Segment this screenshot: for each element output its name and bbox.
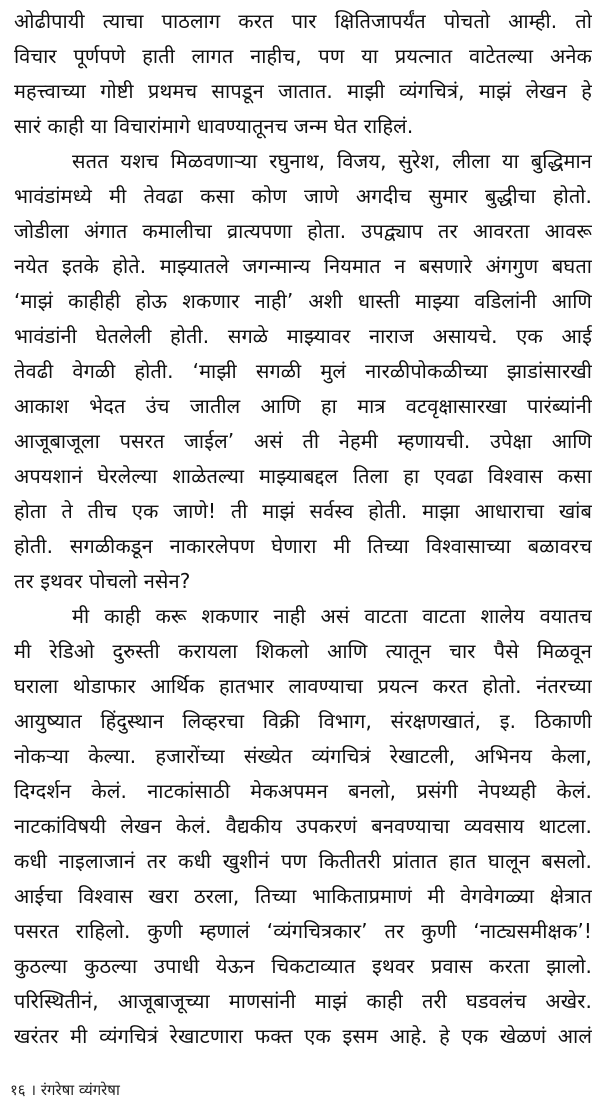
running-title: रंगरेषा व्यंगरेषा — [40, 1081, 120, 1099]
text-line: नोकऱ्या केल्या. हजारोंच्या संख्येत व्यंगचित्रं रेखाटली, अभिनय केला, — [14, 744, 592, 768]
text-line: नाटकांविषयी लेखन केलं. वैद्यकीय उपकरणं बनवण्याचा व्यवसाय थाटला. — [14, 814, 592, 838]
page-number: १६ — [10, 1081, 26, 1099]
text-line: ओढीपायी त्याचा पाठलाग करत पार क्षितिजापर्यंत पोचतो आम्ही. तो — [14, 9, 592, 33]
text-line: पसरत राहिलो. कुणी म्हणालं ‘व्यंगचित्रकार’ तर कुणी ‘नाट्यसमीक्षक’! — [14, 919, 592, 943]
text-line: जोडीला अंगात कमालीचा व्रात्यपणा होता. उपद्व्याप तर आवरता आवरू — [14, 219, 592, 243]
text-line: ‘माझं काहीही होऊ शकणार नाही’ अशी धास्ती माझ्या वडिलांनी आणि — [14, 289, 592, 313]
text-line: नयेत इतके होते. माझ्यातले जगन्मान्य नियमात न बसणारे अंगगुण बघता — [14, 254, 592, 278]
text-line: घराला थोडाफार आर्थिक हातभार लावण्याचा प्रयत्न करत होतो. नंतरच्या — [14, 674, 592, 698]
text-line: सारं काही या विचारांमागे धावण्यातूनच जन्म घेत राहिलं. — [14, 114, 414, 138]
footer-separator: । — [30, 1081, 37, 1099]
text-line: होती. सगळीकडून नाकारलेपण घेणारा मी तिच्या विश्वासाच्या बळावरच — [14, 534, 592, 558]
text-line: कधी नाइलाजानं तर कधी खुशीनं पण कितीतरी प्रांतात हात घालून बसलो. — [14, 849, 592, 873]
text-line: तर इथवर पोचलो नसेन? — [14, 569, 191, 593]
body-text — [14, 4, 592, 1054]
text-line: होता ते तीच एक जाणे! ती माझं सर्वस्व होती. माझा आधाराचा खांब — [14, 499, 592, 523]
text-line: मी काही करू शकणार नाही असं वाटता वाटता शालेय वयातच — [72, 604, 592, 628]
text-line: आयुष्यात हिंदुस्थान लिव्हरचा विक्री विभाग, संरक्षणखातं, इ. ठिकाणी — [14, 709, 592, 733]
text-line: महत्त्वाच्या गोष्टी प्रथमच सापडून जातात. माझी व्यंगचित्रं, माझं लेखन हे — [14, 79, 592, 103]
text-line: भावंडांमध्ये मी तेवढा कसा कोण जाणे अगदीच सुमार बुद्धीचा होतो. — [14, 184, 592, 208]
text-line: आजूबाजूला पसरत जाईल’ असं ती नेहमी म्हणायची. उपेक्षा आणि — [14, 429, 592, 453]
text-line: विचार पूर्णपणे हाती लागत नाहीच, पण या प्रयत्नात वाटेतल्या अनेक — [14, 44, 592, 68]
text-line: परिस्थितीनं, आजूबाजूच्या माणसांनी माझं काही तरी घडवलंच अखेर. — [14, 989, 592, 1013]
text-line: भावंडांनी घेतलेली होती. सगळे माझ्यावर नाराज असायचे. एक आई — [14, 324, 592, 348]
page-footer — [10, 1079, 120, 1101]
text-line: मी रेडिओ दुरुस्ती करायला शिकलो आणि त्यातून चार पैसे मिळवून — [14, 639, 592, 663]
text-line: आकाश भेदत उंच जातील आणि हा मात्र वटवृक्षासारखा पारंब्यांनी — [14, 394, 592, 418]
text-line: अपयशानं घेरलेल्या शाळेतल्या माझ्याबद्दल तिला हा एवढा विश्वास कसा — [14, 464, 592, 488]
text-line: दिग्दर्शन केलं. नाटकांसाठी मेकअपमन बनलो, प्रसंगी नेपथ्यही केलं. — [14, 779, 592, 803]
paragraph — [14, 4, 592, 144]
text-line: तेवढी वेगळी होती. ‘माझी सगळी मुलं नारळीपोकळीच्या झाडांसारखी — [14, 359, 592, 383]
paragraph — [14, 599, 592, 1054]
text-line: सतत यशच मिळवणाऱ्या रघुनाथ, विजय, सुरेश, लीला या बुद्धिमान — [72, 149, 592, 173]
text-line: खरंतर मी व्यंगचित्रं रेखाटणारा फक्त एक इसम आहे. हे एक खेळणं आलं — [14, 1024, 592, 1048]
text-line: कुठल्या कुठल्या उपाधी येऊन चिकटाव्यात इथवर प्रवास करता झालो. — [14, 954, 592, 978]
paragraph — [14, 144, 592, 599]
text-line: आईचा विश्वास खरा ठरला, तिच्या भाकिताप्रमाणं मी वेगवेगळ्या क्षेत्रात — [14, 884, 592, 908]
